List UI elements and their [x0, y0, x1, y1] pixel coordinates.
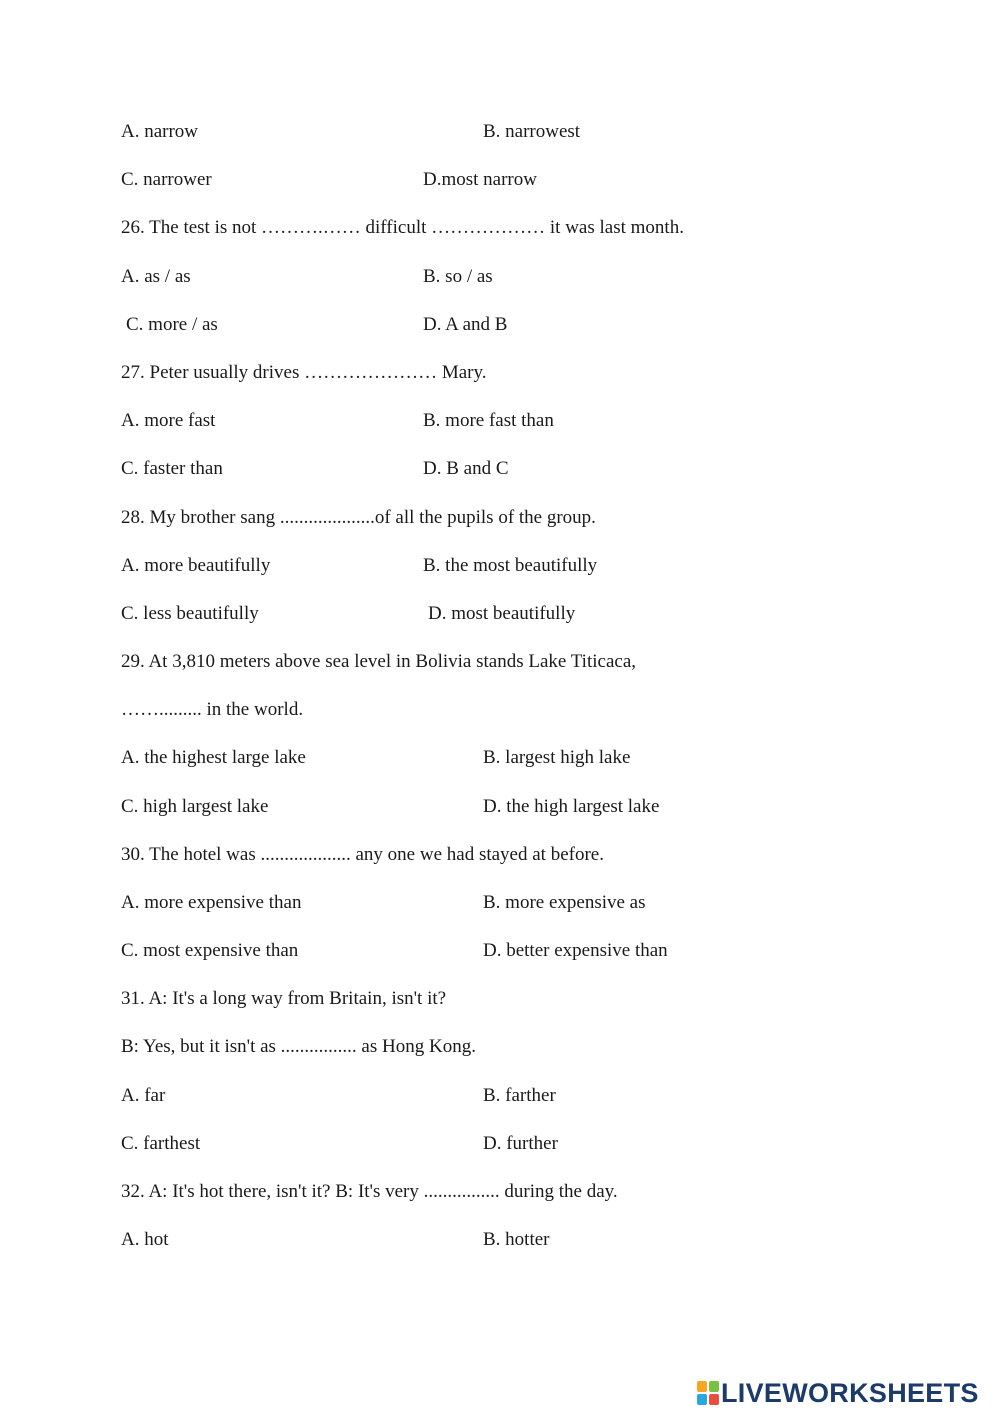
q29-option-c: C. high largest lake	[121, 796, 269, 817]
q29-option-a: A. the highest large lake	[121, 747, 306, 768]
liveworksheets-logo-text: LIVEWORKSHEETS	[721, 1377, 979, 1408]
q25-option-a: A. narrow	[121, 121, 199, 142]
q30-option-d: D. better expensive than	[483, 940, 668, 961]
q29-option-b: B. largest high lake	[483, 747, 631, 768]
q31-option-d: D. further	[483, 1133, 558, 1154]
q28-option-d: D. most beautifully	[428, 603, 576, 624]
q27-option-a: A. more fast	[121, 410, 216, 431]
q31-question-line2: B: Yes, but it isn't as ................ as Hong Kong.	[121, 1036, 476, 1057]
q31-option-b: B. farther	[483, 1085, 556, 1106]
logo-square-3	[697, 1394, 707, 1405]
q26-question: 26. The test is not ……….…… difficult ……………… it was last month.	[121, 217, 684, 238]
q26-option-d: D. A and B	[423, 314, 508, 335]
q26-option-a: A. as / as	[121, 266, 191, 287]
q25-option-d: D.most narrow	[423, 169, 537, 190]
q31-option-c: C. farthest	[121, 1133, 201, 1154]
q27-option-c: C. faster than	[121, 458, 223, 479]
logo-square-2	[709, 1381, 719, 1392]
q28-option-a: A. more beautifully	[121, 555, 271, 576]
q28-option-c: C. less beautifully	[121, 603, 259, 624]
q29-question-line2: ……......... in the world.	[121, 699, 304, 720]
q26-option-c: C. more / as	[126, 314, 218, 335]
liveworksheets-logo	[697, 1378, 979, 1408]
q32-option-b: B. hotter	[483, 1229, 550, 1250]
q30-option-b: B. more expensive as	[483, 892, 646, 913]
q27-question: 27. Peter usually drives ………………… Mary.	[121, 362, 487, 383]
q27-option-b: B. more fast than	[423, 410, 554, 431]
q28-option-b: B. the most beautifully	[423, 555, 598, 576]
q32-option-a: A. hot	[121, 1229, 169, 1250]
q25-option-c: C. narrower	[121, 169, 212, 190]
q26-option-b: B. so / as	[423, 266, 493, 287]
q31-question-line1: 31. A: It's a long way from Britain, isn't it?	[121, 988, 447, 1009]
q29-option-d: D. the high largest lake	[483, 796, 660, 817]
liveworksheets-logo-icon	[697, 1381, 719, 1405]
logo-square-1	[697, 1381, 707, 1392]
q30-option-a: A. more expensive than	[121, 892, 302, 913]
q29-question-line1: 29. At 3,810 meters above sea level in Bolivia stands Lake Titicaca,	[121, 651, 637, 672]
q30-option-c: C. most expensive than	[121, 940, 299, 961]
q32-question: 32. A: It's hot there, isn't it? B: It's very ................ during the day.	[121, 1181, 618, 1202]
q31-option-a: A. far	[121, 1085, 166, 1106]
q28-question: 28. My brother sang ....................of all the pupils of the group.	[121, 507, 596, 528]
q27-option-d: D. B and C	[423, 458, 509, 479]
q30-question: 30. The hotel was ................... any one we had stayed at before.	[121, 844, 604, 865]
logo-square-4	[709, 1394, 719, 1405]
q25-option-b: B. narrowest	[483, 121, 581, 142]
